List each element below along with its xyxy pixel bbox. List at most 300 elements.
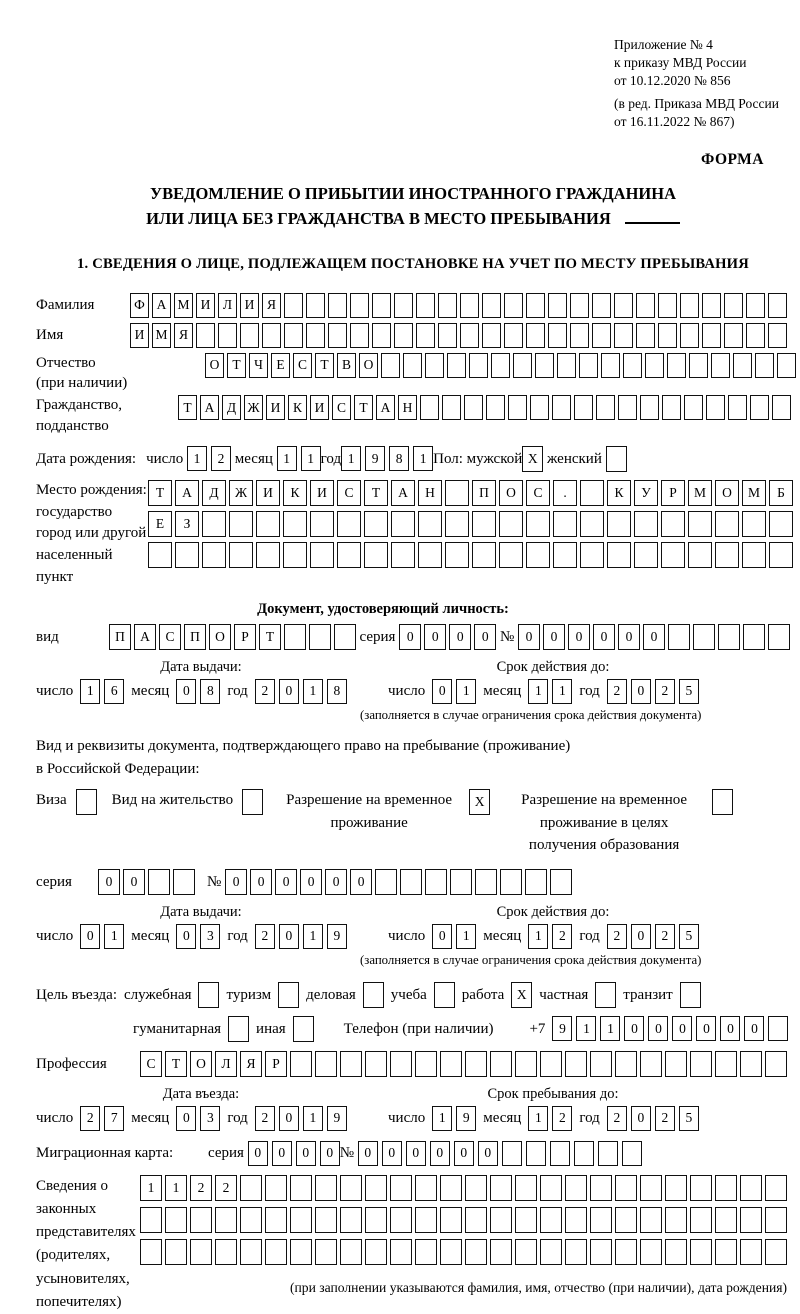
char-cell[interactable]: 8 [200, 679, 220, 704]
char-cell[interactable] [526, 542, 550, 568]
char-cell[interactable]: 0 [176, 679, 196, 704]
char-cell[interactable] [265, 1175, 287, 1201]
char-cell[interactable] [680, 323, 699, 348]
char-cell[interactable] [742, 511, 766, 537]
char-cell[interactable] [614, 323, 633, 348]
char-cell[interactable] [490, 1207, 512, 1233]
char-cell[interactable] [618, 395, 637, 420]
char-cell[interactable] [472, 542, 496, 568]
char-cell[interactable] [438, 323, 457, 348]
char-cell[interactable] [390, 1051, 412, 1077]
char-cell[interactable]: 6 [104, 679, 124, 704]
char-cell[interactable] [415, 1175, 437, 1201]
char-cell[interactable] [623, 353, 642, 378]
char-cell[interactable]: Ж [229, 480, 253, 506]
char-cell[interactable]: 0 [624, 1016, 644, 1041]
char-cell[interactable]: 0 [300, 869, 322, 895]
char-cell[interactable]: 1 [301, 446, 321, 471]
char-cell[interactable]: М [152, 323, 171, 348]
char-cell[interactable] [337, 511, 361, 537]
char-cell[interactable]: 1 [187, 446, 207, 471]
char-cell[interactable]: 0 [518, 624, 540, 650]
char-cell[interactable]: 0 [720, 1016, 740, 1041]
char-cell[interactable]: Ф [130, 293, 149, 318]
char-cell[interactable] [482, 323, 501, 348]
char-cell[interactable] [500, 869, 522, 895]
char-cell[interactable]: О [499, 480, 523, 506]
char-cell[interactable] [365, 1051, 387, 1077]
char-cell[interactable]: 3 [200, 1106, 220, 1131]
char-cell[interactable]: Е [148, 511, 172, 537]
char-cell[interactable]: 0 [631, 924, 651, 949]
char-cell[interactable] [390, 1207, 412, 1233]
char-cell[interactable] [740, 1239, 762, 1265]
char-cell[interactable] [665, 1051, 687, 1077]
char-cell[interactable] [175, 542, 199, 568]
char-cell[interactable]: 0 [643, 624, 665, 650]
char-cell[interactable] [418, 511, 442, 537]
char-cell[interactable]: О [359, 353, 378, 378]
char-cell[interactable]: 2 [211, 446, 231, 471]
char-cell[interactable]: А [152, 293, 171, 318]
char-cell[interactable] [315, 1207, 337, 1233]
char-cell[interactable]: 0 [350, 869, 372, 895]
char-cell[interactable] [499, 542, 523, 568]
char-cell[interactable] [595, 982, 616, 1008]
char-cell[interactable] [328, 323, 347, 348]
char-cell[interactable]: В [337, 353, 356, 378]
char-cell[interactable] [445, 542, 469, 568]
char-cell[interactable]: Е [271, 353, 290, 378]
char-cell[interactable]: 0 [272, 1141, 292, 1166]
education-residence-option[interactable] [505, 789, 733, 857]
char-cell[interactable] [769, 542, 793, 568]
char-cell[interactable] [334, 624, 356, 650]
char-cell[interactable]: 2 [190, 1175, 212, 1201]
char-cell[interactable] [140, 1207, 162, 1233]
char-cell[interactable] [365, 1207, 387, 1233]
char-cell[interactable]: М [688, 480, 712, 506]
char-cell[interactable] [265, 1207, 287, 1233]
char-cell[interactable]: 1 [432, 1106, 452, 1131]
char-cell[interactable] [665, 1239, 687, 1265]
char-cell[interactable] [445, 480, 469, 506]
char-cell[interactable] [364, 542, 388, 568]
char-cell[interactable] [415, 1239, 437, 1265]
char-cell[interactable] [715, 1051, 737, 1077]
char-cell[interactable]: 0 [123, 869, 145, 895]
char-cell[interactable] [350, 293, 369, 318]
char-cell[interactable]: И [266, 395, 285, 420]
char-cell[interactable] [425, 353, 444, 378]
char-cell[interactable]: 0 [358, 1141, 378, 1166]
char-cell[interactable] [606, 446, 627, 472]
char-cell[interactable] [615, 1175, 637, 1201]
char-cell[interactable]: 0 [176, 1106, 196, 1131]
char-cell[interactable] [658, 323, 677, 348]
char-cell[interactable] [228, 1016, 249, 1042]
char-cell[interactable] [365, 1239, 387, 1265]
char-cell[interactable]: 1 [165, 1175, 187, 1201]
char-cell[interactable]: 9 [552, 1016, 572, 1041]
char-cell[interactable] [391, 511, 415, 537]
char-cell[interactable] [622, 1141, 642, 1166]
char-cell[interactable] [328, 293, 347, 318]
char-cell[interactable] [688, 542, 712, 568]
char-cell[interactable] [526, 293, 545, 318]
char-cell[interactable]: 0 [631, 679, 651, 704]
char-cell[interactable]: 7 [104, 1106, 124, 1131]
char-cell[interactable] [565, 1239, 587, 1265]
char-cell[interactable]: О [715, 480, 739, 506]
char-cell[interactable]: 0 [250, 869, 272, 895]
char-cell[interactable] [218, 323, 237, 348]
char-cell[interactable]: С [332, 395, 351, 420]
char-cell[interactable]: 0 [454, 1141, 474, 1166]
char-cell[interactable] [442, 395, 461, 420]
char-cell[interactable] [598, 1141, 618, 1166]
char-cell[interactable] [636, 323, 655, 348]
char-cell[interactable] [607, 542, 631, 568]
char-cell[interactable] [284, 624, 306, 650]
char-cell[interactable] [596, 395, 615, 420]
char-cell[interactable] [284, 323, 303, 348]
temporary-residence-option[interactable] [278, 789, 490, 834]
char-cell[interactable]: 8 [389, 446, 409, 471]
char-cell[interactable] [689, 353, 708, 378]
char-cell[interactable] [535, 353, 554, 378]
char-cell[interactable]: 2 [255, 679, 275, 704]
char-cell[interactable] [165, 1239, 187, 1265]
char-cell[interactable]: 5 [679, 679, 699, 704]
char-cell[interactable]: П [184, 624, 206, 650]
char-cell[interactable] [229, 542, 253, 568]
char-cell[interactable]: X [522, 446, 543, 472]
char-cell[interactable] [565, 1175, 587, 1201]
char-cell[interactable] [592, 293, 611, 318]
char-cell[interactable] [491, 353, 510, 378]
char-cell[interactable] [290, 1051, 312, 1077]
char-cell[interactable]: 0 [631, 1106, 651, 1131]
char-cell[interactable]: X [469, 789, 490, 815]
char-cell[interactable] [460, 293, 479, 318]
char-cell[interactable]: 0 [474, 624, 496, 650]
char-cell[interactable]: Я [174, 323, 193, 348]
char-cell[interactable]: Н [398, 395, 417, 420]
char-cell[interactable]: 0 [593, 624, 615, 650]
char-cell[interactable]: Т [364, 480, 388, 506]
char-cell[interactable] [465, 1207, 487, 1233]
char-cell[interactable]: Л [218, 293, 237, 318]
char-cell[interactable] [746, 323, 765, 348]
char-cell[interactable]: 0 [618, 624, 640, 650]
char-cell[interactable] [550, 869, 572, 895]
char-cell[interactable] [574, 395, 593, 420]
char-cell[interactable] [309, 624, 331, 650]
char-cell[interactable] [557, 353, 576, 378]
char-cell[interactable] [711, 353, 730, 378]
char-cell[interactable]: 0 [248, 1141, 268, 1166]
char-cell[interactable] [340, 1175, 362, 1201]
char-cell[interactable] [580, 511, 604, 537]
char-cell[interactable] [614, 293, 633, 318]
char-cell[interactable]: Т [354, 395, 373, 420]
char-cell[interactable] [724, 323, 743, 348]
char-cell[interactable] [743, 624, 765, 650]
char-cell[interactable]: Ч [249, 353, 268, 378]
char-cell[interactable]: 1 [303, 1106, 323, 1131]
char-cell[interactable] [680, 982, 701, 1008]
char-cell[interactable] [553, 542, 577, 568]
char-cell[interactable]: 5 [679, 1106, 699, 1131]
char-cell[interactable] [315, 1051, 337, 1077]
char-cell[interactable]: И [130, 323, 149, 348]
char-cell[interactable]: 1 [303, 924, 323, 949]
char-cell[interactable] [486, 395, 505, 420]
char-cell[interactable]: А [200, 395, 219, 420]
char-cell[interactable] [590, 1207, 612, 1233]
char-cell[interactable]: 1 [552, 679, 572, 704]
char-cell[interactable]: Т [165, 1051, 187, 1077]
char-cell[interactable]: 1 [413, 446, 433, 471]
char-cell[interactable] [283, 542, 307, 568]
char-cell[interactable] [526, 511, 550, 537]
char-cell[interactable] [513, 353, 532, 378]
char-cell[interactable]: 1 [80, 679, 100, 704]
char-cell[interactable] [665, 1207, 687, 1233]
char-cell[interactable] [728, 395, 747, 420]
char-cell[interactable] [464, 395, 483, 420]
char-cell[interactable] [746, 293, 765, 318]
char-cell[interactable] [256, 542, 280, 568]
char-cell[interactable] [190, 1207, 212, 1233]
char-cell[interactable]: О [190, 1051, 212, 1077]
char-cell[interactable] [526, 323, 545, 348]
char-cell[interactable]: . [553, 480, 577, 506]
char-cell[interactable] [465, 1239, 487, 1265]
char-cell[interactable]: 2 [255, 924, 275, 949]
char-cell[interactable] [364, 511, 388, 537]
char-cell[interactable] [580, 542, 604, 568]
residence-permit-option[interactable] [112, 789, 263, 815]
char-cell[interactable] [502, 1141, 522, 1166]
char-cell[interactable] [755, 353, 774, 378]
char-cell[interactable]: И [240, 293, 259, 318]
char-cell[interactable]: 1 [456, 924, 476, 949]
char-cell[interactable] [570, 323, 589, 348]
char-cell[interactable]: 5 [679, 924, 699, 949]
char-cell[interactable] [416, 293, 435, 318]
char-cell[interactable] [715, 1207, 737, 1233]
char-cell[interactable] [590, 1175, 612, 1201]
char-cell[interactable]: Я [262, 293, 281, 318]
char-cell[interactable]: Я [240, 1051, 262, 1077]
char-cell[interactable]: 0 [279, 679, 299, 704]
char-cell[interactable] [540, 1207, 562, 1233]
char-cell[interactable] [499, 511, 523, 537]
char-cell[interactable]: 0 [648, 1016, 668, 1041]
char-cell[interactable] [525, 869, 547, 895]
char-cell[interactable]: Д [222, 395, 241, 420]
char-cell[interactable]: 2 [552, 1106, 572, 1131]
char-cell[interactable] [420, 395, 439, 420]
char-cell[interactable] [715, 511, 739, 537]
char-cell[interactable] [440, 1207, 462, 1233]
char-cell[interactable] [415, 1051, 437, 1077]
char-cell[interactable] [740, 1175, 762, 1201]
char-cell[interactable] [242, 789, 263, 815]
char-cell[interactable] [768, 624, 790, 650]
char-cell[interactable] [592, 323, 611, 348]
char-cell[interactable]: К [283, 480, 307, 506]
char-cell[interactable] [418, 542, 442, 568]
char-cell[interactable] [403, 353, 422, 378]
char-cell[interactable]: 1 [528, 1106, 548, 1131]
char-cell[interactable] [381, 353, 400, 378]
char-cell[interactable] [765, 1207, 787, 1233]
char-cell[interactable] [508, 395, 527, 420]
char-cell[interactable]: 1 [576, 1016, 596, 1041]
char-cell[interactable]: У [634, 480, 658, 506]
char-cell[interactable] [391, 542, 415, 568]
char-cell[interactable] [733, 353, 752, 378]
char-cell[interactable]: 2 [607, 1106, 627, 1131]
char-cell[interactable] [215, 1239, 237, 1265]
char-cell[interactable]: 2 [607, 924, 627, 949]
char-cell[interactable] [658, 293, 677, 318]
char-cell[interactable] [515, 1175, 537, 1201]
char-cell[interactable]: 0 [320, 1141, 340, 1166]
char-cell[interactable] [690, 1175, 712, 1201]
char-cell[interactable] [198, 982, 219, 1008]
char-cell[interactable]: 0 [432, 924, 452, 949]
char-cell[interactable] [634, 542, 658, 568]
char-cell[interactable]: И [310, 395, 329, 420]
char-cell[interactable]: 0 [672, 1016, 692, 1041]
char-cell[interactable]: 2 [215, 1175, 237, 1201]
char-cell[interactable]: 0 [225, 869, 247, 895]
char-cell[interactable] [665, 1175, 687, 1201]
char-cell[interactable] [256, 511, 280, 537]
char-cell[interactable] [365, 1175, 387, 1201]
visa-option[interactable] [36, 789, 97, 815]
char-cell[interactable] [504, 323, 523, 348]
char-cell[interactable] [490, 1239, 512, 1265]
char-cell[interactable] [772, 395, 791, 420]
char-cell[interactable] [465, 1051, 487, 1077]
char-cell[interactable] [240, 1207, 262, 1233]
char-cell[interactable]: А [175, 480, 199, 506]
char-cell[interactable]: 2 [552, 924, 572, 949]
char-cell[interactable] [400, 869, 422, 895]
char-cell[interactable] [440, 1051, 462, 1077]
char-cell[interactable]: П [109, 624, 131, 650]
char-cell[interactable]: 2 [255, 1106, 275, 1131]
char-cell[interactable] [540, 1051, 562, 1077]
char-cell[interactable]: 0 [543, 624, 565, 650]
char-cell[interactable]: 0 [98, 869, 120, 895]
char-cell[interactable]: 0 [325, 869, 347, 895]
char-cell[interactable]: 0 [478, 1141, 498, 1166]
char-cell[interactable]: 1 [104, 924, 124, 949]
char-cell[interactable]: М [742, 480, 766, 506]
char-cell[interactable] [768, 1016, 788, 1041]
char-cell[interactable]: 0 [399, 624, 421, 650]
char-cell[interactable] [76, 789, 97, 815]
char-cell[interactable]: С [337, 480, 361, 506]
char-cell[interactable] [769, 511, 793, 537]
char-cell[interactable]: 2 [655, 679, 675, 704]
char-cell[interactable] [372, 323, 391, 348]
char-cell[interactable] [475, 869, 497, 895]
char-cell[interactable] [504, 293, 523, 318]
char-cell[interactable]: С [140, 1051, 162, 1077]
char-cell[interactable] [337, 542, 361, 568]
char-cell[interactable] [715, 542, 739, 568]
char-cell[interactable] [526, 1141, 546, 1166]
char-cell[interactable] [645, 353, 664, 378]
char-cell[interactable]: Т [178, 395, 197, 420]
char-cell[interactable]: 0 [382, 1141, 402, 1166]
char-cell[interactable] [574, 1141, 594, 1166]
char-cell[interactable] [140, 1239, 162, 1265]
char-cell[interactable]: Т [227, 353, 246, 378]
char-cell[interactable] [440, 1175, 462, 1201]
char-cell[interactable] [636, 293, 655, 318]
char-cell[interactable]: К [607, 480, 631, 506]
char-cell[interactable] [465, 1175, 487, 1201]
char-cell[interactable] [372, 293, 391, 318]
char-cell[interactable]: 1 [528, 679, 548, 704]
char-cell[interactable] [434, 982, 455, 1008]
char-cell[interactable] [240, 323, 259, 348]
char-cell[interactable]: И [256, 480, 280, 506]
char-cell[interactable] [310, 511, 334, 537]
char-cell[interactable] [634, 511, 658, 537]
char-cell[interactable] [540, 1239, 562, 1265]
char-cell[interactable]: О [205, 353, 224, 378]
char-cell[interactable]: 0 [406, 1141, 426, 1166]
char-cell[interactable]: 1 [303, 679, 323, 704]
char-cell[interactable]: 0 [696, 1016, 716, 1041]
char-cell[interactable] [229, 511, 253, 537]
char-cell[interactable]: М [174, 293, 193, 318]
char-cell[interactable] [607, 511, 631, 537]
char-cell[interactable]: Р [265, 1051, 287, 1077]
char-cell[interactable] [440, 1239, 462, 1265]
char-cell[interactable]: 0 [449, 624, 471, 650]
char-cell[interactable] [640, 1051, 662, 1077]
char-cell[interactable] [565, 1051, 587, 1077]
char-cell[interactable] [640, 1207, 662, 1233]
char-cell[interactable]: А [134, 624, 156, 650]
char-cell[interactable]: С [526, 480, 550, 506]
char-cell[interactable] [394, 293, 413, 318]
char-cell[interactable] [662, 395, 681, 420]
char-cell[interactable] [742, 542, 766, 568]
char-cell[interactable] [688, 511, 712, 537]
char-cell[interactable] [240, 1175, 262, 1201]
char-cell[interactable]: Н [418, 480, 442, 506]
char-cell[interactable] [740, 1051, 762, 1077]
char-cell[interactable] [340, 1051, 362, 1077]
char-cell[interactable] [690, 1239, 712, 1265]
char-cell[interactable] [315, 1175, 337, 1201]
char-cell[interactable] [415, 1207, 437, 1233]
char-cell[interactable] [293, 1016, 314, 1042]
char-cell[interactable]: К [288, 395, 307, 420]
char-cell[interactable]: 0 [744, 1016, 764, 1041]
